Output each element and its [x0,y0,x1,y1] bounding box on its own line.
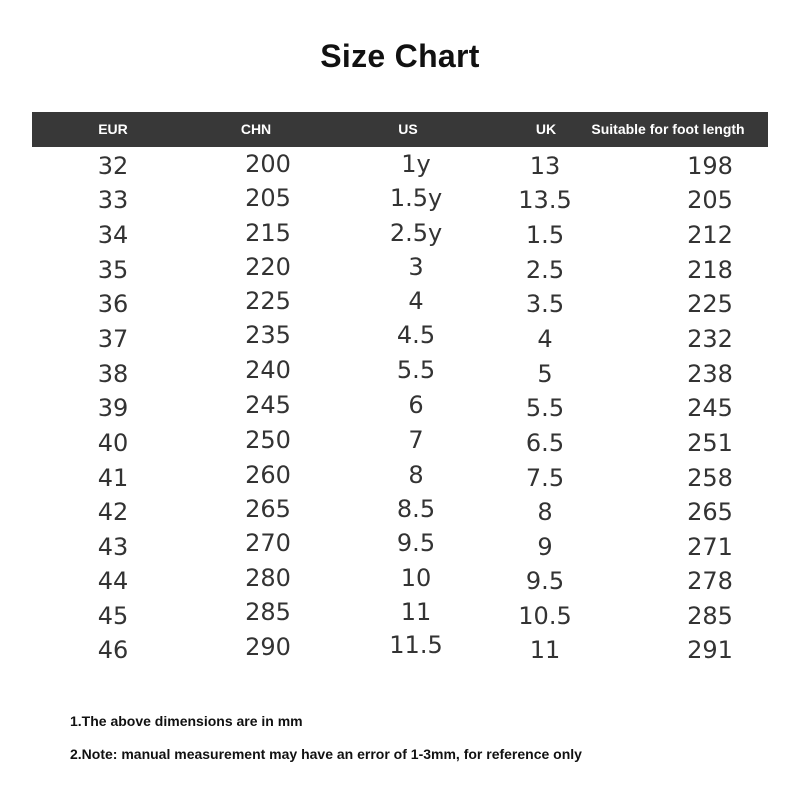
cell-us: 5.5 [396,356,436,384]
cell-foot-length: 232 [687,325,733,353]
cell-uk: 11 [529,636,561,664]
cell-us: 4.5 [396,321,436,349]
cell-foot-length: 205 [687,186,733,214]
header-us: US [398,121,418,137]
cell-uk: 2.5 [525,256,565,284]
cell-chn: 285 [245,598,291,626]
cell-us: 7 [408,426,424,454]
cell-eur: 36 [97,290,129,318]
header-chn: CHN [240,121,272,137]
cell-foot-length: 251 [687,429,733,457]
cell-uk: 4 [537,325,553,353]
cell-uk: 5 [537,360,553,388]
cell-uk: 3.5 [525,290,565,318]
cell-us: 8.5 [396,495,436,523]
cell-chn: 200 [245,150,291,178]
table-header [32,112,768,147]
cell-chn: 265 [245,495,291,523]
cell-chn: 260 [245,461,291,489]
note-measurement: 2.Note: manual measurement may have an error of 1-3mm, for reference only [70,746,582,762]
cell-foot-length: 258 [687,464,733,492]
cell-uk: 1.5 [525,221,565,249]
cell-chn: 235 [245,321,291,349]
cell-uk: 6.5 [525,429,565,457]
cell-us: 1.5y [389,184,443,212]
cell-uk: 5.5 [525,394,565,422]
cell-foot-length: 291 [687,636,733,664]
size-table-body [0,147,800,667]
cell-eur: 41 [97,464,129,492]
cell-us: 11 [400,598,432,626]
cell-us: 8 [408,461,424,489]
cell-us: 6 [408,391,424,419]
cell-eur: 39 [97,394,129,422]
cell-eur: 45 [97,602,129,630]
cell-chn: 240 [245,356,291,384]
cell-chn: 270 [245,529,291,557]
cell-foot-length: 225 [687,290,733,318]
cell-foot-length: 218 [687,256,733,284]
cell-chn: 280 [245,564,291,592]
cell-foot-length: 198 [687,152,733,180]
cell-us: 10 [400,564,432,592]
cell-chn: 245 [245,391,291,419]
header-uk: UK [535,121,557,137]
cell-uk: 9.5 [525,567,565,595]
cell-uk: 8 [537,498,553,526]
cell-chn: 215 [245,219,291,247]
cell-chn: 205 [245,184,291,212]
cell-uk: 10.5 [518,602,572,630]
cell-foot-length: 245 [687,394,733,422]
cell-eur: 44 [97,567,129,595]
cell-eur: 37 [97,325,129,353]
cell-uk: 13 [529,152,561,180]
cell-us: 9.5 [396,529,436,557]
cell-uk: 9 [537,533,553,561]
cell-eur: 35 [97,256,129,284]
cell-us: 1y [401,150,431,178]
cell-chn: 225 [245,287,291,315]
header-eur: EUR [98,121,128,137]
note-units: 1.The above dimensions are in mm [70,713,303,729]
cell-foot-length: 271 [687,533,733,561]
cell-eur: 34 [97,221,129,249]
cell-eur: 32 [97,152,129,180]
cell-us: 4 [408,287,424,315]
cell-chn: 220 [245,253,291,281]
cell-us: 2.5y [389,219,443,247]
cell-chn: 290 [245,633,291,661]
page-title: Size Chart [320,38,480,74]
cell-uk: 7.5 [525,464,565,492]
cell-us: 3 [408,253,424,281]
cell-foot-length: 212 [687,221,733,249]
cell-eur: 38 [97,360,129,388]
cell-foot-length: 285 [687,602,733,630]
cell-eur: 42 [97,498,129,526]
cell-chn: 250 [245,426,291,454]
cell-uk: 13.5 [518,186,572,214]
cell-foot-length: 278 [687,567,733,595]
cell-foot-length: 265 [687,498,733,526]
cell-us: 11.5 [389,631,443,659]
cell-eur: 40 [97,429,129,457]
header-foot-length: Suitable for foot length [591,121,745,137]
cell-eur: 46 [97,636,129,664]
cell-eur: 33 [97,186,129,214]
cell-foot-length: 238 [687,360,733,388]
cell-eur: 43 [97,533,129,561]
